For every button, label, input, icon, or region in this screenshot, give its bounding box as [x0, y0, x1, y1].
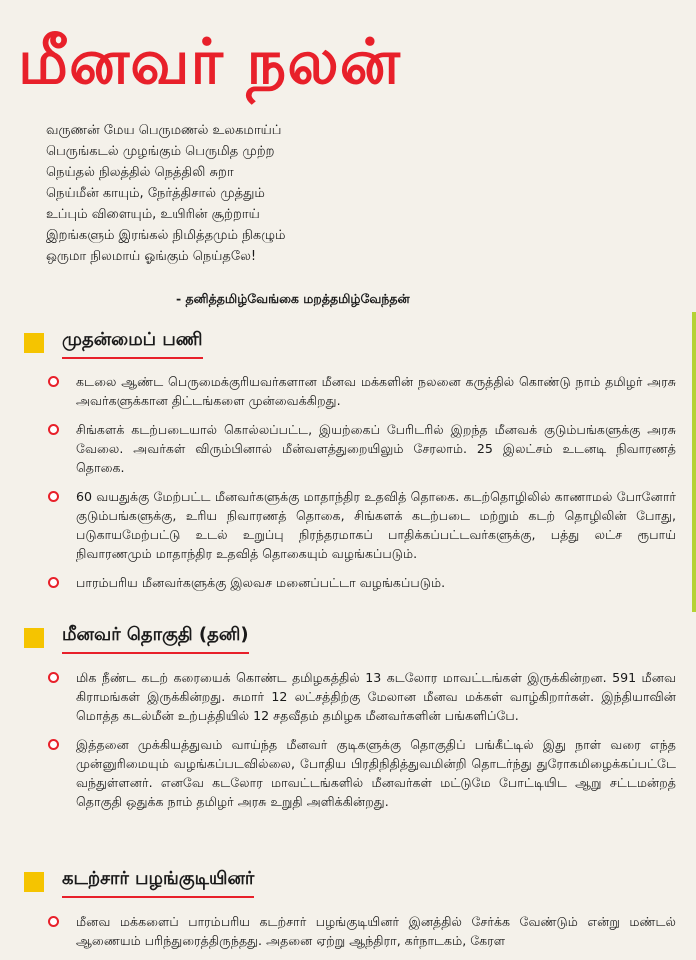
page-title: மீனவர் நலன் [18, 25, 401, 98]
list-item-text: பாரம்பரிய மீனவர்களுக்கு இலவச மனைப்பட்டா வழங்கப்படும். [76, 575, 446, 590]
bullet-ring-icon [48, 672, 59, 683]
section-bullets-fishermen-constituency [48, 668, 676, 821]
bullet-ring-icon [48, 739, 59, 750]
heading-square-icon [24, 628, 44, 648]
list-item-text: 60 வயதுக்கு மேற்பட்ட மீனவர்களுக்கு மாதாந்திர உதவித் தொகை. கடற்தொழிலில் காணாமல் போனோர் குடும்பங்களுக்கு, உரிய நிவாரணத் தொகை, சிங்களக் கடற்படை மற்றும் கடற் தொழிலின் போது, படுகாயமேற்பட்டு உடல் உறுப்பு நிரந்தரமாகப் பாதிக்கப்பட்டவர்களுக்கு, பத்து லட்ச ரூபாய் நிவாரணமும் மாதாந்திர உதவித் தொகையும் வழங்கப்படும். [76, 489, 676, 561]
list-item [48, 372, 676, 410]
list-item-text: கடலை ஆண்ட பெருமைக்குரியவர்களான மீனவ மக்களின் நலனை கருத்தில் கொண்டு நாம் தமிழர் அரசு அவர்களுக்கான திட்டங்களை முன்வைக்கிறது. [76, 374, 676, 408]
poem-line: பெருங்கடல் முழங்கும் பெருமித முற்ற [46, 144, 275, 159]
list-item-text: மீனவ மக்களைப் பாரம்பரிய கடற்சார் பழங்குடியினர் இனத்தில் சேர்க்க வேண்டும் என்று மண்டல் ஆணையம் பரிந்துரைத்திருந்தது. அதனை ஏற்று ஆந்திரா, கர்நாடகம், கேரள [76, 914, 676, 948]
section-bullets-coastal-tribes [48, 912, 676, 960]
bullet-ring-icon [48, 916, 59, 927]
bullet-ring-icon [48, 577, 59, 588]
list-item-text: இத்தனை முக்கியத்துவம் வாய்ந்த மீனவர் குடிகளுக்கு தொகுதிப் பங்கீட்டில் இது நாள் வரை எந்த முன்னுரிமையும் வழங்கப்படவில்லை, போதிய பிரதிநிதித்துவமின்றி தொடர்ந்து துரோகமிழைக்கப்பட்டே வந்துள்ளனர். எனவே கடலோர மாவட்டங்களில் மீனவர்கள் மட்டுமே போட்டியிட ஆறு சட்டமன்றத் தொகுதி ஒதுக்க நாம் தமிழர் அரசு உறுதி அளிக்கின்றது. [76, 737, 676, 809]
list-item [48, 487, 676, 563]
section-heading-primary-work [24, 327, 203, 359]
section-heading-fishermen-constituency [24, 622, 249, 654]
poem-line: உப்பும் விளையும், உயிரின் சூற்றாய் [46, 207, 260, 222]
list-item [48, 912, 676, 950]
section-heading-text: மீனவர் தொகுதி (தனி) [62, 622, 249, 654]
section-heading-text: முதன்மைப் பணி [62, 327, 203, 359]
poem-line: நெய்தல் நிலத்தில் நெத்திலி சுறா [46, 165, 234, 180]
poem-line: வருணன் மேய பெருமணல் உலகமாய்ப் [46, 123, 282, 138]
edge-accent-strip [692, 312, 696, 612]
bullet-ring-icon [48, 491, 59, 502]
list-item [48, 668, 676, 725]
list-item-text: மிக நீண்ட கடற் கரையைக் கொண்ட தமிழகத்தில் 13 கடலோர மாவட்டங்கள் இருக்கின்றன. 591 மீனவ கிராமங்கள் இருக்கின்றது. சுமார் 12 லட்சத்திற்கு மேலான மீனவ மக்கள் வாழ்கிறார்கள். இந்தியாவின் மொத்த கடல்மீன் உற்பத்தியில் 12 சதவீதம் தமிழக மீனவர்களின் பங்களிப்பே. [76, 670, 676, 723]
heading-square-icon [24, 333, 44, 353]
poem-block [46, 120, 426, 267]
list-item-text: சிங்களக் கடற்படையால் கொல்லப்பட்ட, இயற்கைப் பேரிடரில் இறந்த மீனவக் குடும்பங்களுக்கு அரசு வேலை. அவர்கள் விரும்பினால் மீன்வளத்துறையிலும் சேரலாம். 25 இலட்சம் உடனடி நிவாரணத் தொகை. [76, 422, 676, 475]
bullet-ring-icon [48, 376, 59, 387]
section-bullets-primary-work [48, 372, 676, 602]
bullet-ring-icon [48, 424, 59, 435]
list-item [48, 420, 676, 477]
poem-attribution: - தனித்தமிழ்வேங்கை மறத்தமிழ்வேந்தன் [176, 291, 410, 306]
list-item [48, 573, 676, 592]
poem-line: இறங்களும் இரங்கல் நிமித்தமும் நிகழும் [46, 228, 286, 243]
poem-line: நெய்மீன் காயும், நேர்த்திசால் முத்தும் [46, 186, 265, 201]
section-heading-coastal-tribes [24, 866, 254, 898]
list-item [48, 735, 676, 811]
poem-line: ஒருமா நிலமாய் ஓங்கும் நெய்தலே! [46, 249, 257, 264]
heading-square-icon [24, 872, 44, 892]
section-heading-text: கடற்சார் பழங்குடியினர் [62, 866, 254, 898]
